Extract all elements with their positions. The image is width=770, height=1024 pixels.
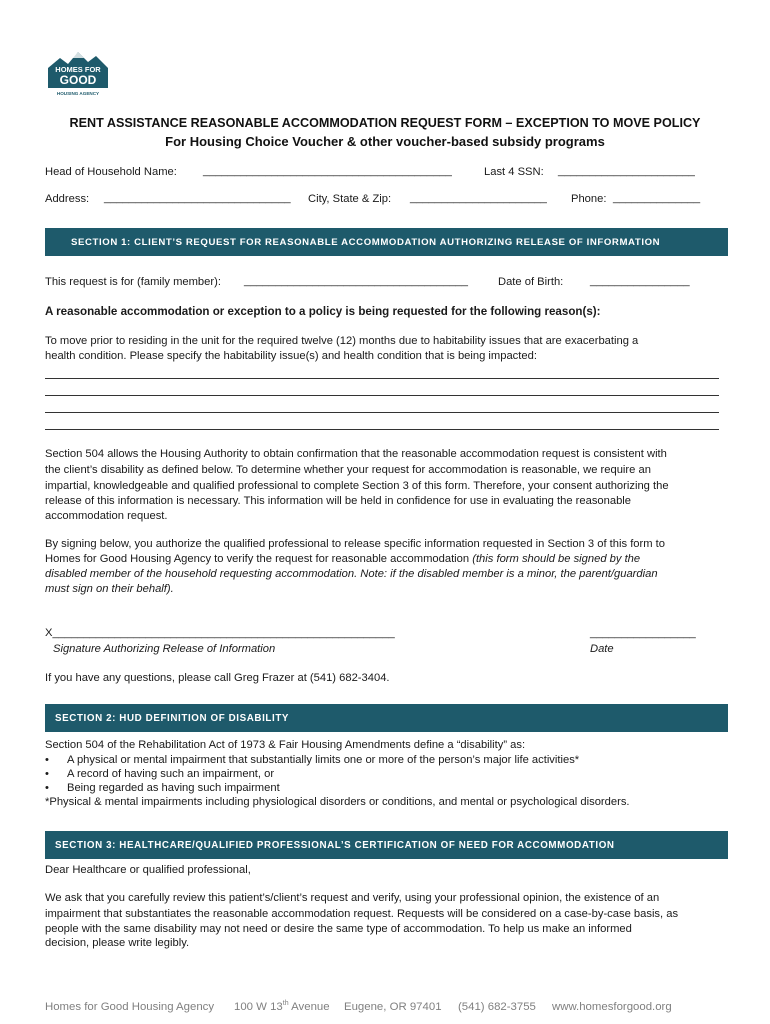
homes-for-good-logo xyxy=(46,48,110,98)
last-4-ssn-field[interactable]: ______________________ xyxy=(558,165,695,177)
list-item: • A physical or mental impairment that substantially limits one or more of the person’s major life activities* xyxy=(45,754,580,766)
date-caption: Date xyxy=(590,643,614,655)
city-state-zip-field[interactable]: ______________________ xyxy=(410,192,547,204)
head-of-household-label: Head of Household Name: xyxy=(45,166,177,178)
reason-answer-line[interactable] xyxy=(45,412,719,413)
address-field[interactable]: ______________________________ xyxy=(104,192,291,204)
footer-website-link[interactable]: www.homesforgood.org xyxy=(552,1001,672,1013)
footer-city: Eugene, OR 97401 xyxy=(344,1001,442,1013)
reason-answer-line[interactable] xyxy=(45,378,719,379)
section-1-header: SECTION 1: CLIENT’S REQUEST FOR REASONABLE ACCOMMODATION AUTHORIZING RELEASE OF INFORMATION xyxy=(45,228,728,256)
svg-text:HOMES FOR: HOMES FOR xyxy=(55,65,101,74)
section-2-header: SECTION 2: HUD DEFINITION OF DISABILITY xyxy=(45,704,728,732)
section-504-paragraph-line: accommodation request. xyxy=(45,510,168,522)
address-label: Address: xyxy=(45,193,90,205)
family-member-field[interactable]: ____________________________________ xyxy=(244,275,468,287)
footer-agency: Homes for Good Housing Agency xyxy=(45,1001,215,1013)
professional-paragraph-line: We ask that you carefully review this patient’s/client’s request and verify, using your professional opinion, the existence of an xyxy=(45,892,660,904)
authorization-note: (this form should be signed by the xyxy=(472,553,641,565)
footer-street: 100 W 13th Avenue xyxy=(234,1000,330,1013)
signature-caption: Signature Authorizing Release of Information xyxy=(53,643,276,655)
form-title: RENT ASSISTANCE REASONABLE ACCOMMODATION REQUEST FORM – EXCEPTION TO MOVE POLICY xyxy=(69,116,701,130)
svg-text:HOUSING AGENCY: HOUSING AGENCY xyxy=(56,91,100,96)
impairment-footnote: *Physical & mental impairments including physiological disorders or conditions, and mental or psychological disorders. xyxy=(45,796,630,808)
svg-text:GOOD: GOOD xyxy=(59,73,97,87)
head-of-household-field[interactable]: ________________________________________ xyxy=(203,165,452,177)
section-504-paragraph-line: the client’s disability as defined below. To determine whether your request for accommodation is reasonable, we require an xyxy=(45,464,651,476)
reason-text-line: To move prior to residing in the unit for the required twelve (12) months due to habitability issues that are exacerbating a xyxy=(45,335,639,347)
professional-paragraph-line: decision, please write legibly. xyxy=(45,937,190,949)
section-504-paragraph-line: impartial, knowledgeable and qualified professional to complete Section 3 of this form. Therefore, your consent authorizing the xyxy=(45,480,669,492)
last-4-ssn-label: Last 4 SSN: xyxy=(484,166,544,178)
list-item: • Being regarded as having such impairment xyxy=(45,782,280,794)
disability-definition-intro: Section 504 of the Rehabilitation Act of 1973 & Fair Housing Amendments define a “disability” as: xyxy=(45,739,526,751)
section-3-header: SECTION 3: HEALTHCARE/QUALIFIED PROFESSIONAL’S CERTIFICATION OF NEED FOR ACCOMMODATION xyxy=(45,831,728,859)
list-item: • A record of having such an impairment, or xyxy=(45,768,275,780)
questions-contact: If you have any questions, please call Greg Frazer at (541) 682-3404. xyxy=(45,672,390,684)
family-member-label: This request is for (family member): xyxy=(45,276,221,288)
authorization-paragraph-line xyxy=(45,553,640,565)
city-state-zip-label: City, State & Zip: xyxy=(308,193,392,205)
date-of-birth-field[interactable]: ________________ xyxy=(590,275,690,287)
form-subtitle: For Housing Choice Voucher & other voucher-based subsidy programs xyxy=(165,134,605,149)
authorization-text: Homes for Good Housing Agency to verify the request for reasonable accommodation xyxy=(45,553,473,565)
section-504-paragraph-line: release of this information is necessary. This information will be held in confidence for use in evaluating the reasonable xyxy=(45,495,632,507)
authorization-note-line: disabled member of the household requesting accommodation. Note: if the disabled member is a minor, the parent/guardian xyxy=(45,568,658,580)
phone-label: Phone: xyxy=(571,193,607,205)
section-504-paragraph-line: Section 504 allows the Housing Authority to obtain confirmation that the reasonable accommodation request is consistent with xyxy=(45,448,667,460)
phone-field[interactable]: ______________ xyxy=(613,192,701,204)
reason-answer-line[interactable] xyxy=(45,429,719,430)
footer-phone: (541) 682-3755 xyxy=(458,1001,536,1013)
reason-text-line: health condition. Please specify the habitability issue(s) and health condition that is being impacted: xyxy=(45,350,537,362)
professional-greeting: Dear Healthcare or qualified professional, xyxy=(45,864,251,876)
signature-field[interactable]: X_______________________________________________________ xyxy=(45,627,395,639)
signature-date-field[interactable]: _________________ xyxy=(590,627,696,639)
authorization-note-line: must sign on their behalf). xyxy=(45,583,174,595)
reason-answer-line[interactable] xyxy=(45,395,719,396)
professional-paragraph-line: people with the same disability may not need or desire the same type of accommodation. To help us make an informed xyxy=(45,923,632,935)
logo-mark-icon xyxy=(46,48,110,98)
date-of-birth-label: Date of Birth: xyxy=(498,276,564,288)
reason-heading: A reasonable accommodation or exception to a policy is being requested for the following reason(s): xyxy=(45,305,601,318)
professional-paragraph-line: impairment that substantiates the reasonable accommodation request. Requests will be considered on a case-by-case basis, as xyxy=(45,908,679,920)
authorization-paragraph-line: By signing below, you authorize the qualified professional to release specific information requested in Section 3 of this form to xyxy=(45,538,666,550)
